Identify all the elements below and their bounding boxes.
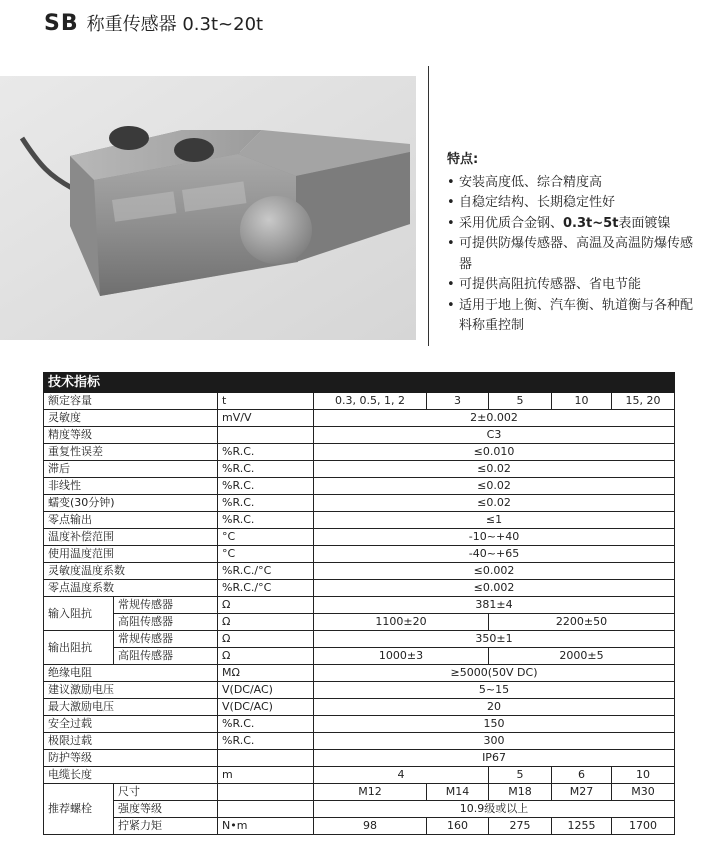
table-row [44, 733, 675, 750]
table-row [44, 410, 675, 427]
row-unit: N•m [218, 818, 314, 835]
row-unit [218, 427, 314, 444]
feature-text: 安装高度低、综合精度高 [459, 174, 603, 190]
feature-item [447, 214, 697, 235]
row-value: 6 [552, 767, 612, 784]
row-value: 381±4 [314, 597, 675, 614]
row-value: IP67 [314, 750, 675, 767]
model-code: SB [44, 11, 79, 36]
table-row [44, 580, 675, 597]
product-name: 称重传感器 0.3t~20t [86, 14, 264, 35]
row-label: 电缆长度 [44, 767, 218, 784]
feature-text: 适用于地上衡、汽车衡、轨道衡与各种配料称重控制 [459, 297, 694, 333]
table-row [44, 546, 675, 563]
row-group-label: 输出阻抗 [44, 631, 114, 665]
table-row [44, 529, 675, 546]
feature-text: 采用优质合金钢、 [459, 215, 564, 231]
row-value: ≤0.02 [314, 495, 675, 512]
row-sublabel: 强度等级 [114, 801, 218, 818]
table-row [44, 427, 675, 444]
capacity-value: 15, 20 [612, 393, 675, 410]
row-value: 150 [314, 716, 675, 733]
feature-text: 可提供高阻抗传感器、省电节能 [459, 277, 642, 292]
row-sublabel: 拧紧力矩 [114, 818, 218, 835]
row-unit: Ω [218, 614, 314, 631]
row-sublabel: 高阻传感器 [114, 614, 218, 631]
row-value: M18 [489, 784, 552, 801]
row-unit: %R.C. [218, 461, 314, 478]
table-row [44, 461, 675, 478]
row-value: ≤0.002 [314, 563, 675, 580]
feature-text-bold: 0.3t~5t [563, 215, 619, 231]
capacity-value: 5 [489, 393, 552, 410]
row-value: 5 [489, 767, 552, 784]
features-panel [447, 150, 697, 337]
row-unit: MΩ [218, 665, 314, 682]
row-label: 蠕变(30分钟) [44, 495, 218, 512]
row-value: ≤0.02 [314, 461, 675, 478]
table-row [44, 614, 675, 631]
row-label: 灵敏度温度系数 [44, 563, 218, 580]
capacity-value: 10 [552, 393, 612, 410]
row-unit: V(DC/AC) [218, 682, 314, 699]
row-sublabel: 尺寸 [114, 784, 218, 801]
table-title-row [44, 373, 675, 393]
table-row [44, 767, 675, 784]
feature-item [447, 234, 697, 275]
row-value: ≥5000(50V DC) [314, 665, 675, 682]
row-label: 温度补偿范围 [44, 529, 218, 546]
row-value: M30 [612, 784, 675, 801]
row-label: 非线性 [44, 478, 218, 495]
row-group-label: 推荐螺栓 [44, 784, 114, 835]
row-value: ≤0.010 [314, 444, 675, 461]
row-unit [218, 784, 314, 801]
page-title [44, 10, 263, 36]
row-value: -10~+40 [314, 529, 675, 546]
vertical-divider [428, 66, 429, 346]
row-label: 极限过载 [44, 733, 218, 750]
table-row [44, 818, 675, 835]
row-value: 5~15 [314, 682, 675, 699]
row-value: M27 [552, 784, 612, 801]
row-unit: Ω [218, 631, 314, 648]
load-cell-photo [0, 76, 416, 340]
capacity-value: 3 [427, 393, 489, 410]
capacity-value: 0.3, 0.5, 1, 2 [314, 393, 427, 410]
row-unit: V(DC/AC) [218, 699, 314, 716]
row-label: 使用温度范围 [44, 546, 218, 563]
table-row [44, 563, 675, 580]
row-unit: Ω [218, 597, 314, 614]
row-sublabel: 高阻传感器 [114, 648, 218, 665]
row-value: 2000±5 [489, 648, 675, 665]
row-unit: %R.C. [218, 444, 314, 461]
row-label: 防护等级 [44, 750, 218, 767]
feature-item [447, 173, 697, 194]
row-unit: %R.C. [218, 495, 314, 512]
feature-item [447, 296, 697, 337]
row-value: 1100±20 [314, 614, 489, 631]
table-row [44, 801, 675, 818]
table-row [44, 699, 675, 716]
row-label: 建议激励电压 [44, 682, 218, 699]
row-unit: °C [218, 546, 314, 563]
row-unit: m [218, 767, 314, 784]
row-unit: °C [218, 529, 314, 546]
feature-text: 可提供防爆传感器、高温及高温防爆传感器 [459, 236, 694, 272]
row-value: 10.9级或以上 [314, 801, 675, 818]
table-row [44, 750, 675, 767]
row-unit: %R.C./°C [218, 580, 314, 597]
row-value: M12 [314, 784, 427, 801]
table-row [44, 682, 675, 699]
features-list [447, 173, 697, 337]
table-row [44, 393, 675, 410]
row-value: M14 [427, 784, 489, 801]
row-label: 零点温度系数 [44, 580, 218, 597]
row-unit [218, 750, 314, 767]
table-row [44, 631, 675, 648]
row-value: 1255 [552, 818, 612, 835]
row-label: 安全过载 [44, 716, 218, 733]
row-unit: mV/V [218, 410, 314, 427]
table-row [44, 784, 675, 801]
row-value: 275 [489, 818, 552, 835]
table-row [44, 512, 675, 529]
table-row [44, 597, 675, 614]
features-heading: 特点: [447, 152, 479, 167]
feature-text: 表面镀镍 [618, 215, 671, 231]
feature-item [447, 193, 697, 214]
table-row [44, 444, 675, 461]
row-label: 灵敏度 [44, 410, 218, 427]
row-unit: %R.C. [218, 716, 314, 733]
row-group-label: 输入阻抗 [44, 597, 114, 631]
table-row [44, 478, 675, 495]
row-unit: %R.C./°C [218, 563, 314, 580]
row-value: ≤0.002 [314, 580, 675, 597]
row-label: 滞后 [44, 461, 218, 478]
row-value: 1700 [612, 818, 675, 835]
row-unit: t [218, 393, 314, 410]
row-unit: Ω [218, 648, 314, 665]
table-title: 技术指标 [44, 373, 675, 393]
feature-item [447, 275, 697, 296]
row-value: ≤1 [314, 512, 675, 529]
row-label: 零点输出 [44, 512, 218, 529]
row-unit [218, 801, 314, 818]
row-value: 10 [612, 767, 675, 784]
row-label: 重复性误差 [44, 444, 218, 461]
row-label: 绝缘电阻 [44, 665, 218, 682]
table-row [44, 495, 675, 512]
feature-text: 自稳定结构、长期稳定性好 [459, 195, 616, 210]
spec-table [43, 372, 675, 835]
row-label: 额定容量 [44, 393, 218, 410]
row-unit: %R.C. [218, 512, 314, 529]
row-sublabel: 常规传感器 [114, 597, 218, 614]
row-unit: %R.C. [218, 733, 314, 750]
row-value: -40~+65 [314, 546, 675, 563]
row-value: 4 [314, 767, 489, 784]
spec-table-body [44, 373, 675, 835]
row-value: C3 [314, 427, 675, 444]
row-sublabel: 常规传感器 [114, 631, 218, 648]
row-value: 160 [427, 818, 489, 835]
row-value: 350±1 [314, 631, 675, 648]
row-value: 20 [314, 699, 675, 716]
row-value: 2±0.002 [314, 410, 675, 427]
row-value: 1000±3 [314, 648, 489, 665]
table-row [44, 648, 675, 665]
row-label: 精度等级 [44, 427, 218, 444]
row-label: 最大激励电压 [44, 699, 218, 716]
row-value: 2200±50 [489, 614, 675, 631]
row-unit: %R.C. [218, 478, 314, 495]
row-value: 98 [314, 818, 427, 835]
table-row [44, 716, 675, 733]
row-value: 300 [314, 733, 675, 750]
row-value: ≤0.02 [314, 478, 675, 495]
table-row [44, 665, 675, 682]
